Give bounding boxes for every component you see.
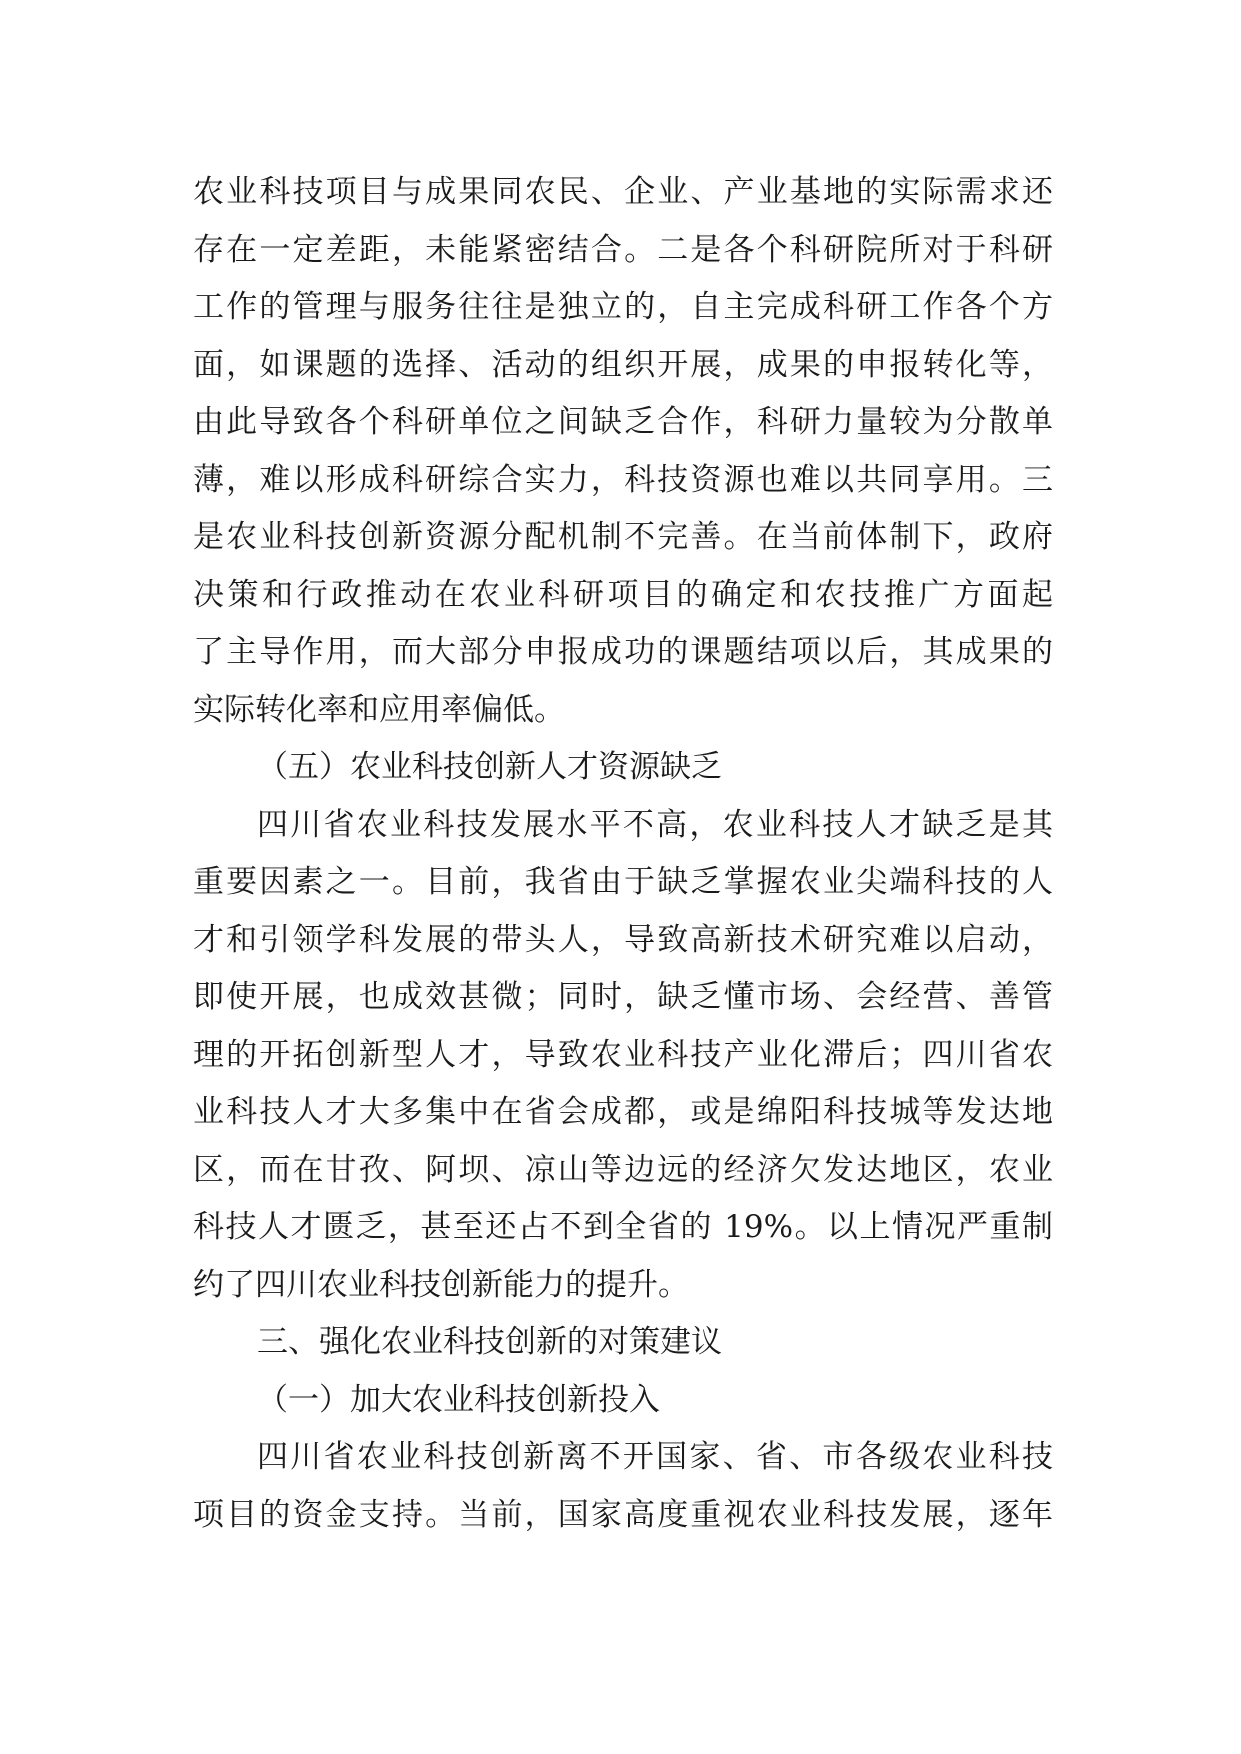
text-line: 决策和行政推动在农业科研项目的确定和农技推广方面起 — [193, 576, 1053, 613]
text-line: 四川省农业科技发展水平不高，农业科技人才缺乏是其 — [257, 806, 1053, 843]
text-line: 重要因素之一。目前，我省由于缺乏掌握农业尖端科技的人 — [193, 864, 1053, 900]
section-heading: 三、强化农业科技创新的对策建议 — [257, 1324, 722, 1360]
text-line: 约了四川农业科技创新能力的提升。 — [193, 1266, 689, 1303]
text-line: 科技人才匮乏，甚至还占不到全省的 19%。以上情况严重制 — [193, 1209, 1053, 1245]
text-line: 工作的管理与服务往往是独立的，自主完成科研工作各个方 — [193, 289, 1053, 325]
text-line: 了主导作用，而大部分申报成功的课题结项以后，其成果的 — [193, 634, 1053, 670]
section-heading: （五）农业科技创新人才资源缺乏 — [257, 749, 722, 785]
text-line: 是农业科技创新资源分配机制不完善。在当前体制下，政府 — [193, 519, 1053, 555]
text-line: 薄，难以形成科研综合实力，科技资源也难以共同享用。三 — [193, 461, 1053, 498]
subsection-heading: （一）加大农业科技创新投入 — [257, 1381, 660, 1418]
text-line: 面，如课题的选择、活动的组织开展，成果的申报转化等， — [193, 346, 1053, 383]
body-text — [193, 164, 1053, 1544]
text-line: 即使开展，也成效甚微；同时，缺乏懂市场、会经营、善管 — [193, 979, 1053, 1015]
text-line: 存在一定差距，未能紧密结合。二是各个科研院所对于科研 — [193, 231, 1053, 268]
text-line: 理的开拓创新型人才，导致农业科技产业化滞后；四川省农 — [193, 1036, 1053, 1073]
text-line: 农业科技项目与成果同农民、企业、产业基地的实际需求还 — [193, 174, 1053, 210]
text-line: 项目的资金支持。当前，国家高度重视农业科技发展，逐年 — [193, 1496, 1053, 1533]
text-line: 由此导致各个科研单位之间缺乏合作，科研力量较为分散单 — [193, 404, 1053, 440]
text-line: 四川省农业科技创新离不开国家、省、市各级农业科技 — [257, 1439, 1053, 1475]
text-line: 才和引领学科发展的带头人，导致高新技术研究难以启动， — [193, 921, 1053, 958]
text-line: 实际转化率和应用率偏低。 — [193, 691, 565, 728]
text-line: 区，而在甘孜、阿坝、凉山等边远的经济欠发达地区，农业 — [193, 1151, 1053, 1188]
text-line: 业科技人才大多集中在省会成都，或是绵阳科技城等发达地 — [193, 1094, 1053, 1130]
